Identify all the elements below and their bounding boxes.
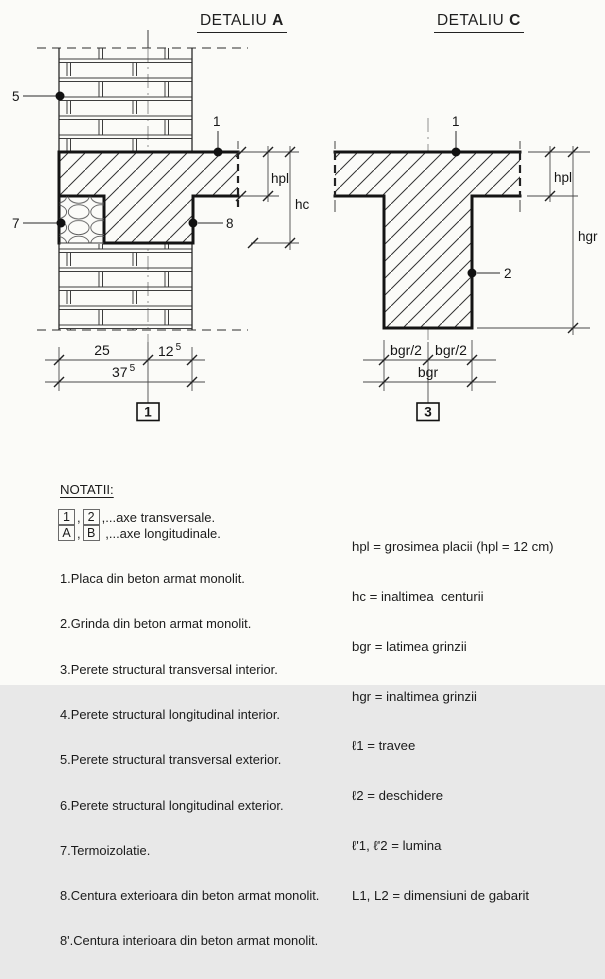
callout-8-dot	[189, 219, 198, 228]
masonry-wall-upper	[59, 48, 192, 152]
dim-bgr-half-right-label: bgr/2	[435, 342, 467, 358]
legend-item: bgr = latimea grinzii	[352, 638, 467, 654]
note-item: 8.Centura exterioara din beton armat monolit.	[60, 888, 320, 904]
dim-375-base: 37	[112, 364, 128, 380]
legend-item: ℓ1 = travee	[352, 738, 416, 754]
callout-8-label: 8	[226, 216, 234, 231]
details-drawing	[0, 0, 605, 470]
detail-a-title-word: DETALIU	[200, 12, 268, 29]
notes-axes-transversale	[56, 509, 215, 525]
legend-item: hpl = grosimea placii (hpl = 12 cm)	[352, 539, 554, 555]
symbol-legend	[352, 506, 554, 937]
legend-item: hc = inaltimea centurii	[352, 588, 484, 604]
axes-comma: ,	[77, 509, 81, 525]
axes-transversale-text: ,...axe transversale.	[101, 509, 216, 525]
masonry-wall-lower	[59, 243, 192, 330]
callout-5-dot	[56, 92, 65, 101]
legend-item: hgr = inaltimea grinzii	[352, 688, 477, 704]
callout-8	[189, 216, 234, 231]
note-item: 2.Grinda din beton armat monolit.	[60, 616, 252, 632]
axis-box-a: A	[58, 525, 75, 541]
detail-c-bottom-dimensions	[363, 340, 496, 391]
detail-c-title-letter: C	[509, 12, 521, 29]
dim-bgr-label: bgr	[417, 364, 439, 380]
dim-hpl-label-a: hpl	[271, 171, 290, 186]
detail-a-drawing	[12, 30, 310, 421]
legend-item: ℓ'1, ℓ'2 = lumina	[352, 837, 442, 853]
axis-marker-3	[417, 403, 439, 421]
callout-7-label: 7	[12, 216, 20, 231]
callout-1c-dot	[452, 148, 461, 157]
callout-1c-label: 1	[452, 114, 460, 129]
callout-7	[12, 216, 66, 231]
dim-hc-label: hc	[295, 197, 310, 212]
callout-5-label: 5	[12, 89, 20, 104]
callout-1-detail-a	[213, 114, 223, 157]
note-item: 4.Perete structural longitudinal interior.	[60, 707, 280, 723]
callout-2	[468, 266, 512, 281]
axes-longitudinale-text: ,...axe longitudinale.	[101, 525, 221, 541]
detail-a-vertical-dimensions	[236, 146, 310, 250]
legend-item: L1, L2 = dimensiuni de gabarit	[352, 887, 530, 903]
callout-2-label: 2	[504, 266, 512, 281]
dim-25-label: 25	[94, 342, 110, 358]
dim-375-sup: 5	[129, 363, 136, 374]
note-item: 7.Termoizolatie.	[60, 842, 151, 858]
dim-ticks	[236, 147, 295, 248]
detail-c-drawing	[335, 114, 598, 421]
callout-7-dot	[57, 219, 66, 228]
callout-1-dot	[214, 148, 223, 157]
notes-list	[60, 541, 319, 979]
t-beam-section	[335, 141, 520, 328]
dim-hpl-label-c: hpl	[554, 170, 573, 185]
axes-comma: ,	[77, 525, 81, 541]
dim-125-sup: 5	[175, 342, 182, 353]
notes-heading: NOTATII:	[60, 482, 114, 497]
dim-125-label	[158, 342, 182, 359]
note-item: 1.Placa din beton armat monolit.	[60, 571, 245, 587]
notes-axes-longitudinale	[56, 525, 221, 541]
dim-hgr-label: hgr	[578, 229, 598, 244]
legend-item: ℓ2 = deschidere	[352, 788, 444, 804]
callout-1-label: 1	[213, 114, 221, 129]
axis-box-2: 2	[83, 509, 100, 525]
note-item: 5.Perete structural transversal exterior.	[60, 752, 282, 768]
detail-a-title-letter: A	[272, 12, 284, 29]
dim-bgr-half-left-label: bgr/2	[390, 342, 422, 358]
axis-marker-1	[137, 403, 159, 421]
note-item: 3.Perete structural transversal interior.	[60, 661, 278, 677]
detail-a-bottom-dimensions	[45, 342, 205, 391]
note-item: 6.Perete structural longitudinal exterior.	[60, 797, 284, 813]
axis-marker-1-label: 1	[144, 404, 152, 420]
axis-marker-3-label: 3	[424, 404, 432, 420]
dim-125-base: 12	[158, 343, 174, 359]
note-item: 8'.Centura interioara din beton armat monolit.	[60, 933, 319, 949]
axis-box-1: 1	[58, 509, 75, 525]
callout-5	[12, 89, 65, 104]
callout-1-detail-c	[452, 114, 461, 157]
callout-2-dot	[468, 269, 477, 278]
dim-375-label	[112, 363, 136, 380]
detail-c-title-word: DETALIU	[437, 12, 505, 29]
axis-box-b: B	[83, 525, 100, 541]
insulation-block	[59, 197, 104, 244]
